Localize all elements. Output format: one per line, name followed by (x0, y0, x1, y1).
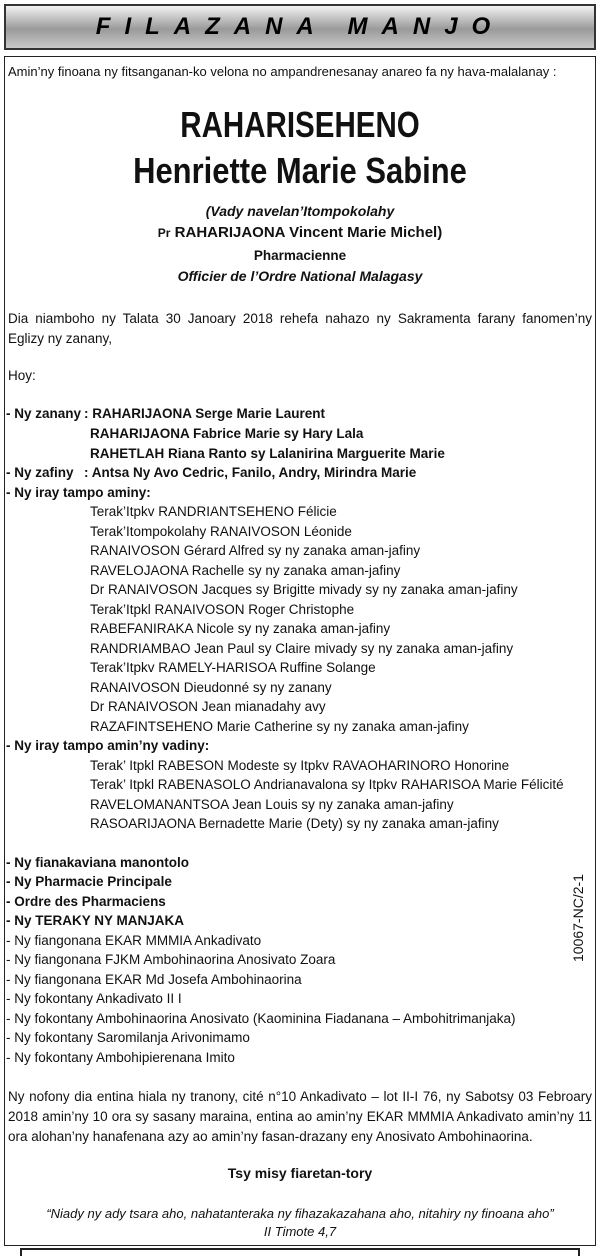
sibling-10: RANAIVOSON Dieudonné sy ny zanany (90, 680, 332, 695)
sibling-5: Dr RANAIVOSON Jacques sy Brigitte mivady sy ny zanaka aman-jafiny (90, 582, 518, 597)
community-1: - Ny fiangonana EKAR MMMIA Ankadivato (6, 933, 262, 948)
community-2: - Ny fiangonana FJKM Ambohinaorina Anosivato Zoara (6, 952, 336, 967)
org-4: - Ny TERAKY NY MANJAKA (6, 913, 185, 928)
hoy-label: Hoy: (8, 368, 36, 383)
sibling-7: RABEFANIRAKA Nicole sy ny zanaka aman-jafiny (90, 621, 391, 636)
sibling-3: RANAIVOSON Gérard Alfred sy ny zanaka aman-jafiny (90, 543, 421, 558)
org-1: - Ny fianakaviana manontolo (6, 855, 190, 870)
death-announcement: Dia niamboho ny Talata 30 Janoary 2018 rehefa nahazo ny Sakramenta farany fanomen’ny Eglizy ny zanany, (8, 311, 592, 346)
community-6: - Ny fokontany Saromilanja Arivonimamo (6, 1030, 250, 1045)
header-title: FILAZANA MANJO (95, 13, 505, 40)
org-2: - Ny Pharmacie Principale (6, 874, 172, 889)
deceased-surname: RAHARISEHENO (180, 104, 420, 145)
community-3: - Ny fiangonana EKAR Md Josefa Ambohinaorina (6, 972, 302, 987)
bible-quote: “Niady ny ady tsara aho, nahatanteraka ny fihazakazahana aho, nitahiry ny finoana aho” (46, 1206, 554, 1221)
sibling-1: Terak’Itpkv RANDRIANTSEHENO Félicie (90, 504, 337, 519)
honor-title: Officier de l’Ordre National Malagasy (177, 268, 423, 284)
sibling-11: Dr RANAIVOSON Jean mianadahy avy (90, 699, 326, 714)
reference-code: 10067-NC/2-1 (570, 874, 586, 962)
inlaw-2: Terak’ Itpkl RABENASOLO Andrianavalona sy Itpkv RAHARISOA Marie Félicité (90, 777, 564, 792)
widow-line: (Vady navelan’Itompokolahy (205, 203, 395, 219)
sibling-6: Terak’Itpkl RANAIVOSON Roger Christophe (90, 602, 355, 617)
community-4: - Ny fokontany Ankadivato II I (6, 991, 182, 1006)
inlaw-1: Terak’ Itpkl RABESON Modeste sy Itpkv RAVAOHARINORO Honorine (90, 758, 510, 773)
inlaw-3: RAVELOMANANTSOA Jean Louis sy ny zanaka aman-jafiny (90, 797, 454, 812)
sibling-4: RAVELOJAONA Rachelle sy ny zanaka aman-jafiny (90, 563, 401, 578)
profession: Pharmacienne (253, 248, 347, 263)
funeral-details: Ny nofony dia entina hiala ny tranony, cité n°10 Ankadivato – lot II-I 76, ny Sabotsy 03 Febroary 2018 amin’ny 10 ora sy sasany maraina, entina ao amin’ny EKAR MMMIA Ankadivato amin’ny 11 ora alohan’ny hanafenana azy ao amin’ny fasan-drazany eny Anosivato Ambohinaorina. (8, 1089, 592, 1144)
grandchildren-label: - Ny zafiny (6, 465, 74, 480)
header-banner (4, 4, 596, 50)
no-wreath-note: Tsy misy fiaretan-tory (227, 1165, 373, 1181)
child-1: : RAHARIJAONA Serge Marie Laurent (84, 406, 326, 421)
husband-prefix: Pr (157, 226, 171, 240)
deceased-given-names: Henriette Marie Sabine (133, 150, 467, 191)
community-5: - Ny fokontany Ambohinaorina Anosivato (Kaominina Fiadanana – Ambohitrimanjaka) (6, 1011, 516, 1026)
child-2: RAHARIJAONA Fabrice Marie sy Hary Lala (90, 426, 364, 441)
husband-line (0, 224, 600, 241)
sibling-8: RANDRIAMBAO Jean Paul sy Claire mivady sy ny zanaka aman-jafiny (90, 641, 514, 656)
children-label: - Ny zanany (6, 406, 82, 421)
siblings-label: - Ny iray tampo aminy: (6, 485, 151, 500)
husband-name: RAHARIJAONA Vincent Marie Michel) (174, 224, 443, 241)
intro-text: Amin’ny finoana ny fitsanganan-ko velona no ampandrenesanay anareo fa ny hava-malalanay : (8, 64, 557, 79)
grandchildren-names: : Antsa Ny Avo Cedric, Fanilo, Andry, Mirindra Marie (84, 465, 417, 480)
bible-reference: II Timote 4,7 (263, 1224, 337, 1239)
child-3: RAHETLAH Riana Ranto sy Lalanirina Marguerite Marie (90, 446, 445, 461)
sibling-9: Terak’Itpkv RAMELY-HARISOA Ruffine Solange (90, 660, 376, 675)
inlaws-label: - Ny iray tampo amin’ny vadiny: (6, 738, 210, 753)
org-3: - Ordre des Pharmaciens (6, 894, 166, 909)
inlaw-4: RASOARIJAONA Bernadette Marie (Dety) sy ny zanaka aman-jafiny (90, 816, 499, 831)
next-notice-frame (20, 1248, 580, 1256)
sibling-2: Terak’Itompokolahy RANAIVOSON Léonide (90, 524, 352, 539)
community-7: - Ny fokontany Ambohipierenana Imito (6, 1050, 235, 1065)
sibling-12: RAZAFINTSEHENO Marie Catherine sy ny zanaka aman-jafiny (90, 719, 469, 734)
